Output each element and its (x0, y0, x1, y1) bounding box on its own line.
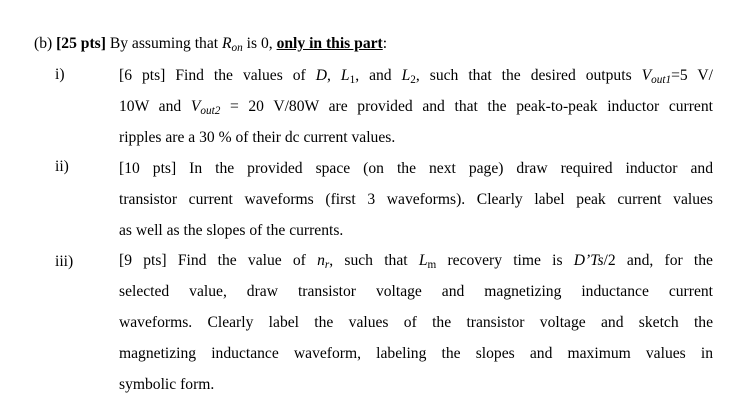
item-i-body (119, 60, 713, 153)
item-iii-line-3: waveforms. Clearly label the values of the transistor voltage and sketch the (119, 314, 713, 331)
item-ii-line-3: as well as the slopes of the currents. (119, 222, 344, 239)
item-marker-i: i) (55, 66, 65, 83)
header-colon: : (382, 35, 388, 52)
item-i-line-1: [6 pts] Find the values of D, $L_1$, and $L_2$, such that the desired outputs $V_{out1}=5$ V/ (119, 67, 713, 86)
item-iii-line-5: symbolic form. (119, 376, 215, 393)
emphasis-text: only in this part (276, 35, 383, 52)
header-text-b: is 0, (246, 35, 273, 52)
item-iii-line-1: [9 pts] Find the value of $n_r$, such that $L_m$ recovery time is D’Ts/2 and, for the (119, 252, 713, 271)
item-ii-line-2: transistor current waveforms (first 3 waveforms). Clearly label peak current values (119, 191, 713, 208)
ron-variable: $R_{on}$ (222, 35, 243, 54)
item-marker-iii: iii) (55, 253, 74, 270)
part-points: [25 pts] (56, 35, 106, 52)
item-marker-ii: ii) (55, 158, 69, 175)
item-ii-line-1: [10 pts] In the provided space (on the next page) draw required inductor and (119, 160, 713, 177)
item-iii-line-4: magnetizing inductance waveform, labeling the slopes and maximum values in (119, 345, 713, 362)
part-b-header (34, 34, 387, 54)
part-label: (b) (34, 35, 53, 52)
item-iii-body (119, 245, 713, 400)
item-ii-body (119, 153, 713, 246)
item-i-line-2: 10W and $V_{out2} = 20$ V/80W are provided and that the peak-to-peak inductor current (119, 98, 713, 117)
item-i-line-3: ripples are a 30 % of their dc current values. (119, 129, 396, 146)
header-text-a: By assuming that (109, 35, 219, 52)
item-iii-line-2: selected value, draw transistor voltage and magnetizing inductance current (119, 283, 713, 300)
